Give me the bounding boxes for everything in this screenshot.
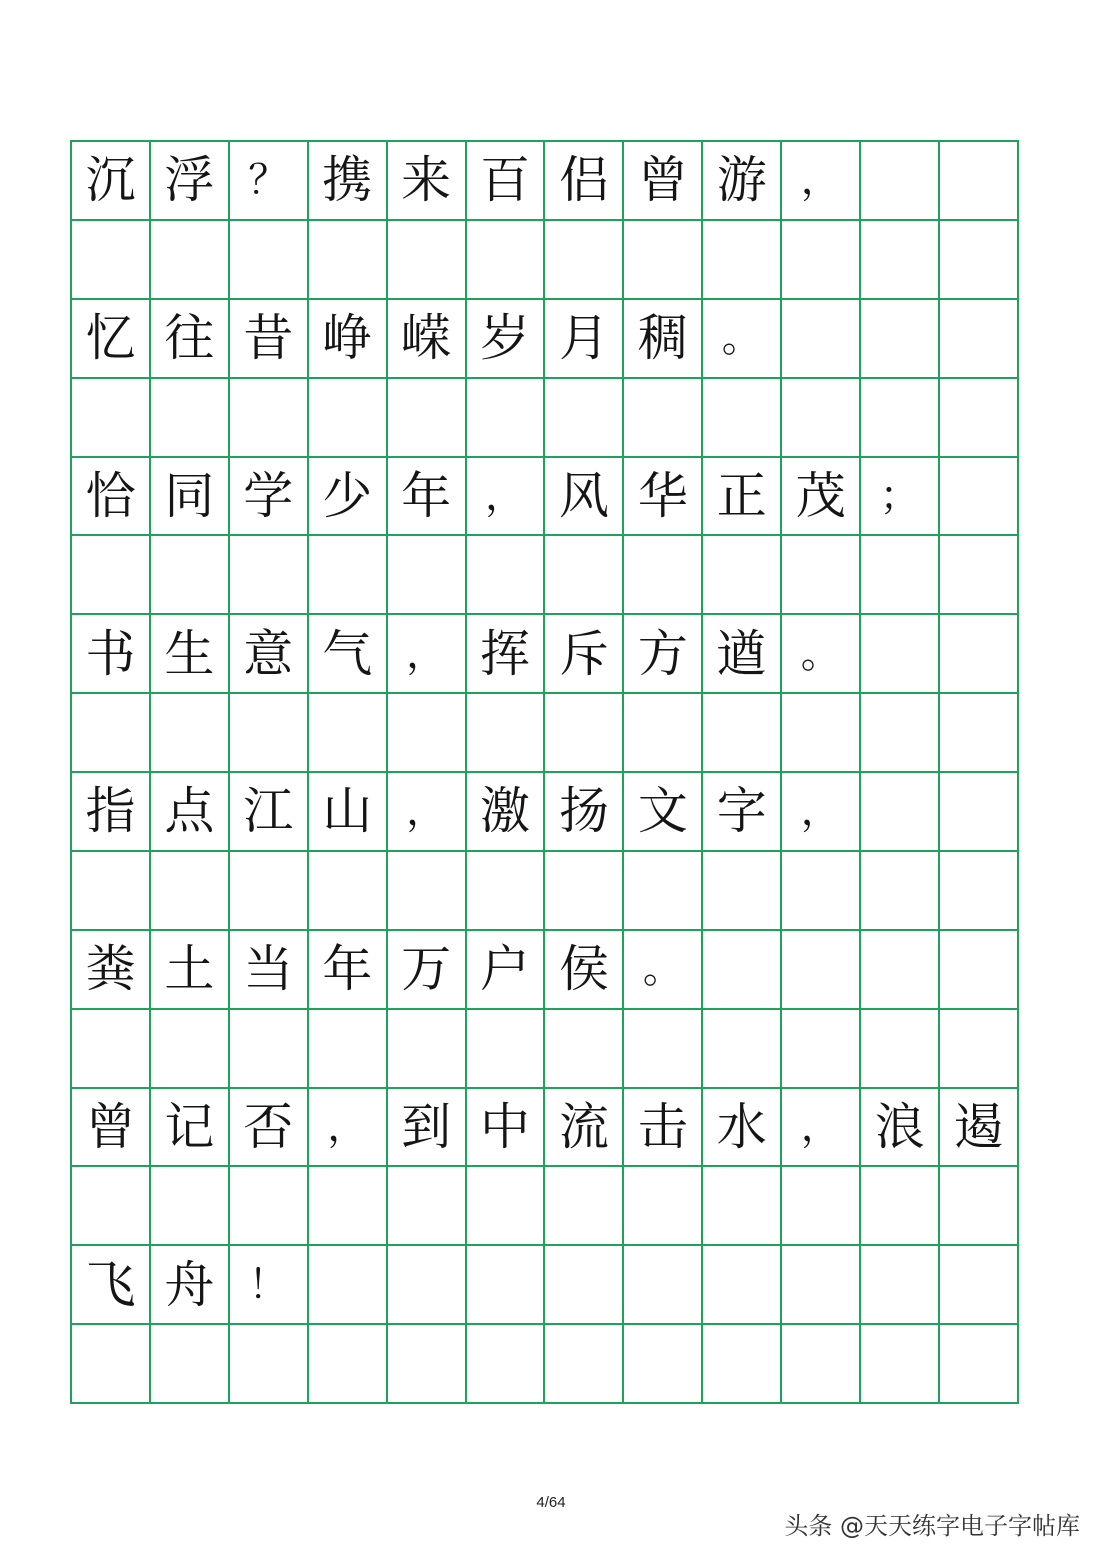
grid-cell-empty xyxy=(388,694,467,773)
grid-character: ， xyxy=(388,773,467,852)
grid-character: ； xyxy=(861,458,940,537)
grid-character: 飞 xyxy=(72,1246,151,1325)
grid-cell-empty xyxy=(940,773,1019,852)
grid-character: 意 xyxy=(230,615,309,694)
grid-character: 书 xyxy=(72,615,151,694)
grid-cell-empty xyxy=(782,694,861,773)
grid-cell-empty xyxy=(230,1167,309,1246)
grid-character: 忆 xyxy=(72,300,151,379)
grid-character: 当 xyxy=(230,931,309,1010)
grid-cell-empty xyxy=(467,379,546,458)
grid-character: 水 xyxy=(703,1089,782,1168)
grid-character: 华 xyxy=(624,458,703,537)
grid-cell-empty xyxy=(861,536,940,615)
grid-character: 同 xyxy=(151,458,230,537)
grid-cell-empty xyxy=(467,221,546,300)
grid-cell-empty xyxy=(309,694,388,773)
grid-cell-empty xyxy=(545,379,624,458)
grid-character: 气 xyxy=(309,615,388,694)
grid-cell-empty xyxy=(940,142,1019,221)
grid-cell-empty xyxy=(545,694,624,773)
grid-character: 万 xyxy=(388,931,467,1010)
grid-cell-empty xyxy=(940,221,1019,300)
grid-cell-empty xyxy=(861,1167,940,1246)
grid-cell-empty xyxy=(624,221,703,300)
grid-cell-empty xyxy=(545,1010,624,1089)
grid-character: 文 xyxy=(624,773,703,852)
grid-cell-empty xyxy=(940,300,1019,379)
grid-character: ， xyxy=(782,142,861,221)
grid-character: ， xyxy=(467,458,546,537)
grid-cell-empty xyxy=(703,1010,782,1089)
grid-cell-empty xyxy=(703,931,782,1010)
grid-character: 户 xyxy=(467,931,546,1010)
grid-character: 指 xyxy=(72,773,151,852)
grid-character: ， xyxy=(782,1089,861,1168)
grid-character: 百 xyxy=(467,142,546,221)
grid-character: 往 xyxy=(151,300,230,379)
grid-character: 土 xyxy=(151,931,230,1010)
grid-cell-empty xyxy=(861,1010,940,1089)
grid-character: 江 xyxy=(230,773,309,852)
grid-cell-empty xyxy=(151,221,230,300)
grid-cell-empty xyxy=(151,1167,230,1246)
grid-cell-empty xyxy=(940,1325,1019,1404)
grid-character: 沉 xyxy=(72,142,151,221)
grid-cell-empty xyxy=(72,1010,151,1089)
grid-cell-empty xyxy=(703,1167,782,1246)
grid-cell-empty xyxy=(151,1325,230,1404)
grid-character: 斥 xyxy=(545,615,624,694)
grid-cell-empty xyxy=(782,300,861,379)
writing-grid xyxy=(70,140,1019,1404)
grid-character: 嵘 xyxy=(388,300,467,379)
grid-cell-empty xyxy=(467,1010,546,1089)
grid-cell-empty xyxy=(782,931,861,1010)
grid-cell-empty xyxy=(388,852,467,931)
grid-character: 峥 xyxy=(309,300,388,379)
grid-cell-empty xyxy=(388,536,467,615)
grid-cell-empty xyxy=(782,379,861,458)
grid-cell-empty xyxy=(624,1010,703,1089)
grid-cell-empty xyxy=(624,1167,703,1246)
grid-cell-empty xyxy=(230,1325,309,1404)
grid-cell-empty xyxy=(151,379,230,458)
grid-cell-empty xyxy=(703,852,782,931)
grid-character: 击 xyxy=(624,1089,703,1168)
grid-cell-empty xyxy=(230,1010,309,1089)
grid-cell-empty xyxy=(940,694,1019,773)
grid-character: 中 xyxy=(467,1089,546,1168)
grid-cell-empty xyxy=(545,1246,624,1325)
grid-cell-empty xyxy=(467,1167,546,1246)
grid-cell-empty xyxy=(861,1246,940,1325)
grid-cell-empty xyxy=(782,221,861,300)
grid-cell-empty xyxy=(861,142,940,221)
grid-cell-empty xyxy=(467,694,546,773)
grid-character: 生 xyxy=(151,615,230,694)
grid-cell-empty xyxy=(72,852,151,931)
grid-character: 风 xyxy=(545,458,624,537)
grid-cell-empty xyxy=(782,1010,861,1089)
grid-cell-empty xyxy=(309,852,388,931)
grid-cell-empty xyxy=(861,221,940,300)
grid-character: 月 xyxy=(545,300,624,379)
grid-character: 年 xyxy=(388,458,467,537)
grid-cell-empty xyxy=(782,1167,861,1246)
grid-character: 到 xyxy=(388,1089,467,1168)
grid-character: 恰 xyxy=(72,458,151,537)
grid-cell-empty xyxy=(703,536,782,615)
grid-character: 曾 xyxy=(624,142,703,221)
grid-cell-empty xyxy=(467,1325,546,1404)
grid-cell-empty xyxy=(703,379,782,458)
grid-cell-empty xyxy=(72,536,151,615)
grid-cell-empty xyxy=(782,536,861,615)
grid-cell-empty xyxy=(309,1010,388,1089)
grid-character: 舟 xyxy=(151,1246,230,1325)
grid-character: 稠 xyxy=(624,300,703,379)
grid-cell-empty xyxy=(703,1246,782,1325)
grid-cell-empty xyxy=(861,931,940,1010)
grid-character: 来 xyxy=(388,142,467,221)
grid-character: 岁 xyxy=(467,300,546,379)
grid-character: 流 xyxy=(545,1089,624,1168)
grid-character: 遏 xyxy=(940,1089,1019,1168)
grid-cell-empty xyxy=(703,221,782,300)
grid-cell-empty xyxy=(940,1246,1019,1325)
grid-character: 扬 xyxy=(545,773,624,852)
grid-cell-empty xyxy=(151,536,230,615)
grid-cell-empty xyxy=(309,379,388,458)
grid-cell-empty xyxy=(624,852,703,931)
grid-cell-empty xyxy=(940,615,1019,694)
grid-character: 遒 xyxy=(703,615,782,694)
grid-character: 粪 xyxy=(72,931,151,1010)
grid-cell-empty xyxy=(861,694,940,773)
grid-cell-empty xyxy=(388,221,467,300)
grid-cell-empty xyxy=(624,1325,703,1404)
grid-cell-empty xyxy=(72,694,151,773)
grid-cell-empty xyxy=(782,1325,861,1404)
grid-cell-empty xyxy=(861,852,940,931)
grid-cell-empty xyxy=(545,1167,624,1246)
grid-cell-empty xyxy=(624,1246,703,1325)
grid-cell-empty xyxy=(151,852,230,931)
grid-cell-empty xyxy=(782,1246,861,1325)
grid-character: ， xyxy=(388,615,467,694)
grid-character: 否 xyxy=(230,1089,309,1168)
grid-cell-empty xyxy=(940,536,1019,615)
grid-cell-empty xyxy=(309,221,388,300)
grid-cell-empty xyxy=(861,773,940,852)
grid-character: 山 xyxy=(309,773,388,852)
grid-cell-empty xyxy=(940,931,1019,1010)
grid-cell-empty xyxy=(309,1167,388,1246)
grid-cell-empty xyxy=(703,694,782,773)
grid-cell-empty xyxy=(309,536,388,615)
grid-cell-empty xyxy=(388,1167,467,1246)
grid-character: 。 xyxy=(782,615,861,694)
grid-cell-empty xyxy=(388,1325,467,1404)
grid-cell-empty xyxy=(230,379,309,458)
grid-cell-empty xyxy=(940,1167,1019,1246)
grid-character: 记 xyxy=(151,1089,230,1168)
grid-character: 茂 xyxy=(782,458,861,537)
grid-cell-empty xyxy=(782,852,861,931)
grid-character: 少 xyxy=(309,458,388,537)
grid-character: 正 xyxy=(703,458,782,537)
grid-cell-empty xyxy=(545,536,624,615)
grid-character: ， xyxy=(782,773,861,852)
grid-character: 年 xyxy=(309,931,388,1010)
grid-character: 方 xyxy=(624,615,703,694)
grid-character: 游 xyxy=(703,142,782,221)
grid-character: 曾 xyxy=(72,1089,151,1168)
grid-character: 字 xyxy=(703,773,782,852)
grid-cell-empty xyxy=(545,1325,624,1404)
watermark: 头条 @天天练字电子字帖库 xyxy=(784,1512,1080,1540)
grid-cell-empty xyxy=(624,536,703,615)
grid-cell-empty xyxy=(940,852,1019,931)
grid-character: 。 xyxy=(703,300,782,379)
grid-cell-empty xyxy=(940,1010,1019,1089)
grid-character: ！ xyxy=(230,1246,309,1325)
grid-character: 点 xyxy=(151,773,230,852)
grid-cell-empty xyxy=(309,1325,388,1404)
grid-cell-empty xyxy=(72,1325,151,1404)
grid-cell-empty xyxy=(624,694,703,773)
grid-character: 昔 xyxy=(230,300,309,379)
grid-cell-empty xyxy=(545,221,624,300)
grid-cell-empty xyxy=(72,379,151,458)
grid-character: 浪 xyxy=(861,1089,940,1168)
grid-character: 携 xyxy=(309,142,388,221)
grid-cell-empty xyxy=(230,852,309,931)
grid-character: 学 xyxy=(230,458,309,537)
grid-cell-empty xyxy=(388,1246,467,1325)
grid-character: 挥 xyxy=(467,615,546,694)
grid-cell-empty xyxy=(703,1325,782,1404)
grid-cell-empty xyxy=(230,694,309,773)
grid-cell-empty xyxy=(72,221,151,300)
grid-cell-empty xyxy=(467,852,546,931)
grid-character: 。 xyxy=(624,931,703,1010)
grid-cell-empty xyxy=(467,1246,546,1325)
grid-character: ？ xyxy=(230,142,309,221)
page-number: 4/64 xyxy=(536,1494,566,1511)
grid-character: 浮 xyxy=(151,142,230,221)
grid-cell-empty xyxy=(309,1246,388,1325)
grid-character: 侣 xyxy=(545,142,624,221)
grid-cell-empty xyxy=(624,379,703,458)
grid-cell-empty xyxy=(861,379,940,458)
grid-cell-empty xyxy=(940,379,1019,458)
grid-cell-empty xyxy=(388,379,467,458)
grid-cell-empty xyxy=(72,1167,151,1246)
grid-cell-empty xyxy=(388,1010,467,1089)
grid-cell-empty xyxy=(861,615,940,694)
grid-character: ， xyxy=(309,1089,388,1168)
grid-character: 激 xyxy=(467,773,546,852)
grid-cell-empty xyxy=(861,1325,940,1404)
grid-cell-empty xyxy=(230,221,309,300)
grid-cell-empty xyxy=(861,300,940,379)
grid-character: 侯 xyxy=(545,931,624,1010)
grid-cell-empty xyxy=(467,536,546,615)
grid-cell-empty xyxy=(151,1010,230,1089)
grid-cell-empty xyxy=(151,694,230,773)
grid-cell-empty xyxy=(940,458,1019,537)
grid-cell-empty xyxy=(230,536,309,615)
grid-cell-empty xyxy=(545,852,624,931)
